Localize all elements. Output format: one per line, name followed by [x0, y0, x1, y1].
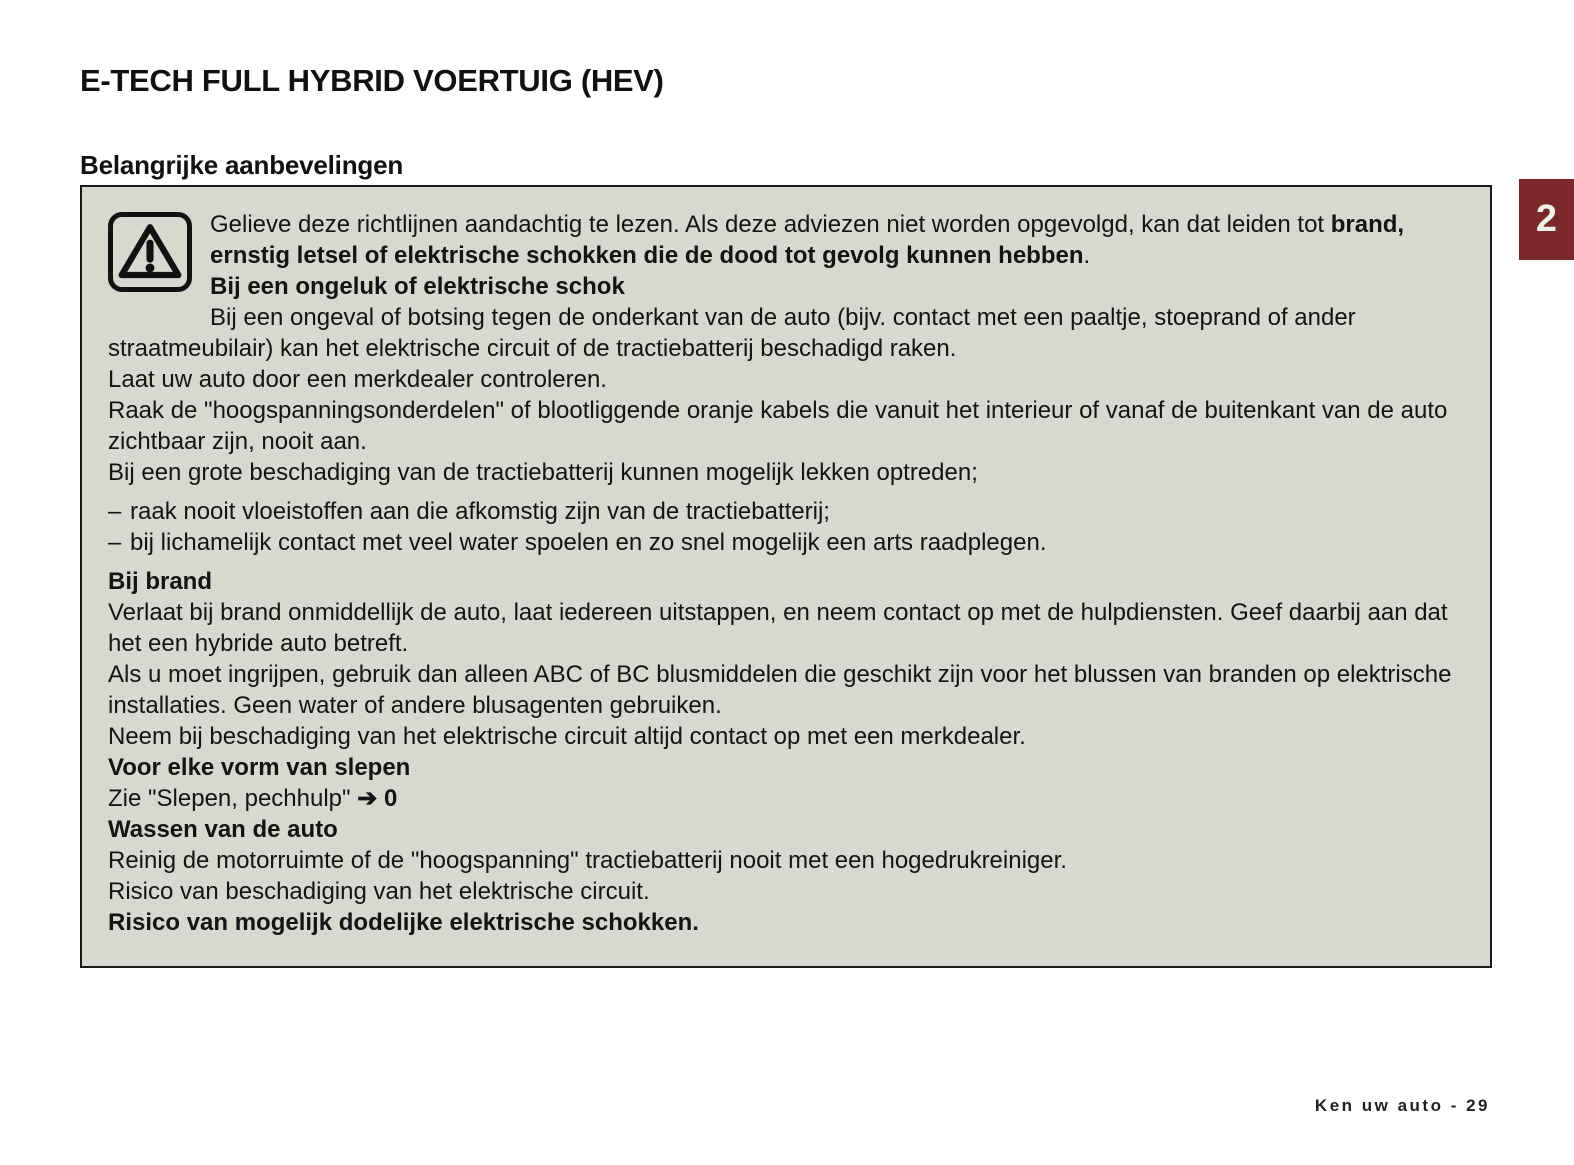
warning-box-content: [108, 209, 1464, 938]
text-segment: Gelieve deze richtlijnen aandachtig te lezen. Als deze adviezen niet worden opgevolgd, kan dat leiden tot: [210, 211, 1331, 238]
text-segment: Reinig de motorruimte of de "hoogspanning" tractiebatterij nooit met een hogedrukreiniger.: [108, 847, 1067, 874]
warning-paragraph: [108, 721, 1464, 752]
text-segment: brand, ernstig letsel of elektrische schokken die de dood tot gevolg kunnen hebben: [210, 211, 1405, 269]
warning-paragraph: [108, 845, 1464, 876]
warning-paragraph: [108, 597, 1464, 659]
warning-paragraph: [108, 209, 1464, 271]
warning-heading: [108, 814, 1464, 845]
warning-paragraph: [108, 364, 1464, 395]
text-segment: Verlaat bij brand onmiddellijk de auto, laat iedereen uitstappen, en neem contact op met de hulpdiensten. Geef daarbij aan dat het een hybride auto betreft.: [108, 599, 1448, 657]
text-segment: Risico van mogelijk dodelijke elektrische schokken.: [108, 909, 699, 936]
text-segment: ➔ 0: [357, 785, 398, 812]
warning-heading: [108, 271, 1464, 302]
page-footer: Ken uw auto - 29: [1314, 1096, 1490, 1115]
chapter-number: 2: [1535, 198, 1558, 240]
text-segment: Bij een ongeluk of elektrische schok: [210, 273, 625, 300]
text-segment: Wassen van de auto: [108, 816, 338, 843]
warning-triangle-icon: [108, 212, 192, 292]
warning-paragraph: [108, 876, 1464, 907]
warning-list-item: [108, 527, 1464, 558]
chapter-tab: [1519, 179, 1574, 260]
text-segment: Raak de "hoogspanningsonderdelen" of blootliggende oranje kabels die vanuit het interieur of vanaf de buitenkant van de auto zichtbaar zijn, nooit aan.: [108, 397, 1448, 455]
list-dash: –: [108, 498, 122, 525]
warning-paragraph: [108, 302, 1464, 364]
text-segment: Bij een grote beschadiging van de tractiebatterij kunnen mogelijk lekken optreden;: [108, 459, 978, 486]
section-subtitle: Belangrijke aanbevelingen: [80, 149, 404, 180]
text-segment: Risico van beschadiging van het elektrische circuit.: [108, 878, 650, 905]
list-dash: –: [108, 529, 122, 556]
warning-paragraph: [108, 457, 1464, 488]
text-segment: Bij brand: [108, 568, 213, 595]
text-segment: Laat uw auto door een merkdealer controleren.: [108, 366, 607, 393]
warning-heading: [108, 752, 1464, 783]
page-title: E-TECH FULL HYBRID VOERTUIG (HEV): [80, 62, 664, 98]
warning-paragraph: [108, 659, 1464, 721]
text-segment: .: [1083, 242, 1091, 269]
warning-box: [80, 185, 1492, 968]
warning-heading: [108, 907, 1464, 938]
text-segment: Voor elke vorm van slepen: [108, 754, 411, 781]
text-segment: Zie "Slepen, pechhulp": [108, 785, 358, 812]
text-segment: Als u moet ingrijpen, gebruik dan alleen ABC of BC blusmiddelen die geschikt zijn voor het blussen van branden op elektrische installaties. Geen water of andere blusagenten gebruiken.: [108, 661, 1452, 719]
warning-list-item: [108, 496, 1464, 527]
text-segment: bij lichamelijk contact met veel water spoelen en zo snel mogelijk een arts raadplegen.: [130, 529, 1047, 556]
text-segment: raak nooit vloeistoffen aan die afkomstig zijn van de tractiebatterij;: [130, 498, 830, 525]
warning-paragraph: [108, 395, 1464, 457]
warning-paragraph: [108, 783, 1464, 814]
warning-heading: [108, 566, 1464, 597]
text-segment: Neem bij beschadiging van het elektrische circuit altijd contact op met een merkdealer.: [108, 723, 1026, 750]
text-segment: Bij een ongeval of botsing tegen de onderkant van de auto (bijv. contact met een paaltje, stoeprand of ander straatmeubilair) kan het elektrische circuit of de tractiebatterij beschadigd raken.: [108, 304, 1356, 362]
